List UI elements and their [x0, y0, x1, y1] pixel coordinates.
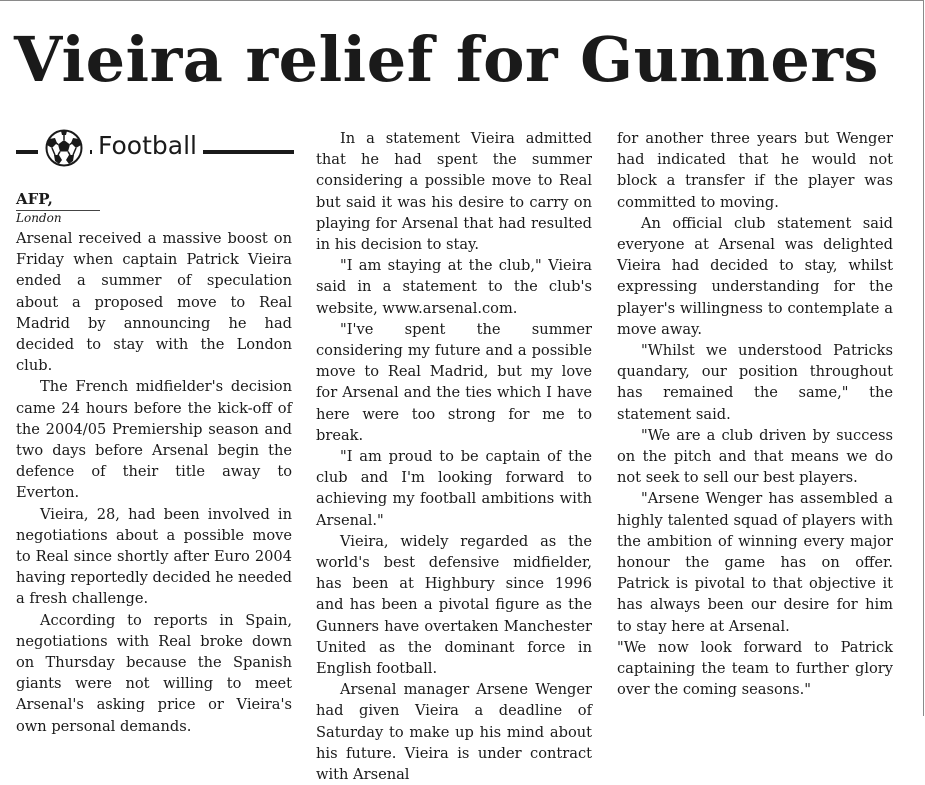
paragraph: "Arsene Wenger has assembled a highly talented squad of players with the ambition of winning every major honour the game has on offer. Patrick is pivotal to that objective it has always been our desire for him to stay here at Arsenal.	[617, 490, 893, 635]
byline-location: London	[16, 211, 62, 225]
article-column-1	[16, 228, 292, 737]
paragraph: Arsenal received a massive boost on Friday when captain Patrick Vieira ended a summer of speculation about a proposed move to Real Madrid by announcing he had decided to stay with the London club.	[16, 230, 292, 375]
article-column-3	[617, 128, 893, 700]
paragraph: "We now look forward to Patrick captaining the team to further glory over the coming seasons."	[617, 638, 893, 699]
paragraph: According to reports in Spain, negotiations with Real broke down on Thursday because the Spanish giants were not willing to meet Arsenal's asking price or Vieira's own personal demands.	[16, 611, 292, 735]
section-label: Football	[92, 130, 203, 162]
byline	[16, 190, 100, 225]
paragraph: The French midfielder's decision came 24 hours before the kick-off of the 2004/05 Premiership season and two days before Arsenal begin the defence of their title away to Everton.	[16, 378, 292, 502]
paragraph: "I am staying at the club," Vieira said in a statement to the club's website, www.arsenal.com.	[316, 257, 592, 317]
paragraph: In a statement Vieira admitted that he had spent the summer considering a possible move to Real but said it was his desire to carry on playing for Arsenal that had resulted in his decision to stay.	[316, 130, 592, 254]
paragraph: "We are a club driven by success on the pitch and that means we do not seek to sell our best players.	[617, 426, 893, 487]
paragraph: Arsenal manager Arsene Wenger had given Vieira a deadline of Saturday to make up his mind about his future. Vieira is under contract with Arsenal	[316, 681, 592, 784]
paragraph: for another three years but Wenger had indicated that he would not block a transfer if the player was committed to moving.	[617, 130, 893, 211]
paragraph: Vieira, widely regarded as the world's best defensive midfielder, has been at Highbury since 1996 and has been a pivotal figure as the Gunners have overtaken Manchester United as the dominant force in English football.	[316, 532, 592, 678]
article-column-2	[316, 128, 592, 785]
paragraph: "Whilst we understood Patricks quandary, our position throughout has remained the same," the statement said.	[617, 342, 893, 423]
headline: Vieira relief for Gunners	[14, 23, 879, 96]
byline-agency: AFP,	[16, 190, 53, 208]
paragraph: Vieira, 28, had been involved in negotiations about a possible move to Real since shortly after Euro 2004 having reportedly decided he needed a fresh challenge.	[16, 505, 292, 608]
paragraph: An official club statement said everyone at Arsenal was delighted Vieira had decided to stay, whilst expressing understanding for the player's willingness to contemplate a move away.	[617, 214, 893, 338]
paragraph: "I am proud to be captain of the club and I'm looking forward to achieving my football ambitions with Arsenal."	[316, 448, 592, 529]
paragraph: "I've spent the summer considering my future and a possible move to Real Madrid, but my love for Arsenal and the ties which I have here were too strong for me to break.	[316, 320, 592, 444]
football-icon	[38, 128, 90, 168]
section-header	[16, 126, 294, 166]
